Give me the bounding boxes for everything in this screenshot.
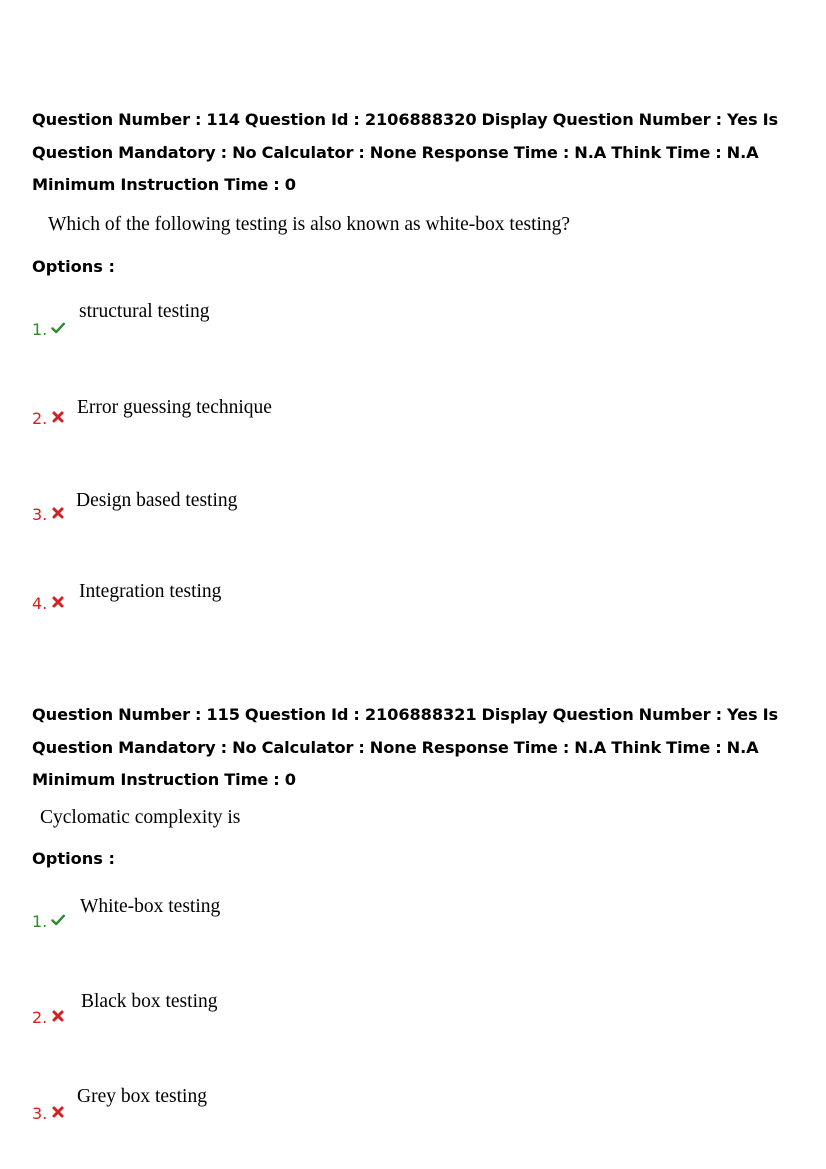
question-meta: Question Number : 115 Question Id : 2106888321 Display Question Number : Yes Is Question Mandatory : No Calculator : None Response Time : N.A Think Time : N.A Minimum Instruction Time : 0 <box>32 705 779 789</box>
option-number: 3. <box>32 1104 48 1123</box>
options-label: Options : <box>32 849 116 868</box>
check-icon <box>51 321 65 335</box>
question-text: Cyclomatic complexity is <box>40 807 241 828</box>
option-number: 1. <box>32 320 48 339</box>
cross-icon <box>51 595 65 609</box>
options-label: Options : <box>32 257 116 276</box>
option-text: structural testing <box>79 301 210 322</box>
option-text: Grey box testing <box>77 1086 207 1107</box>
cross-icon <box>51 506 65 520</box>
question-meta: Question Number : 114 Question Id : 2106888320 Display Question Number : Yes Is Question Mandatory : No Calculator : None Response Time : N.A Think Time : N.A Minimum Instruction Time : 0 <box>32 110 779 194</box>
option-number: 3. <box>32 505 48 524</box>
option-number: 2. <box>32 409 48 428</box>
check-icon <box>51 913 65 927</box>
option-text: White-box testing <box>80 896 221 917</box>
option-number: 1. <box>32 912 48 931</box>
cross-icon <box>51 410 65 424</box>
question-text: Which of the following testing is also known as white-box testing? <box>48 214 571 235</box>
option-text: Error guessing technique <box>77 397 272 418</box>
option-text: Black box testing <box>81 991 218 1012</box>
cross-icon <box>51 1105 65 1119</box>
option-number: 4. <box>32 594 48 613</box>
cross-icon <box>51 1009 65 1023</box>
option-text: Integration testing <box>79 581 222 602</box>
option-text: Design based testing <box>76 490 238 511</box>
option-number: 2. <box>32 1008 48 1027</box>
